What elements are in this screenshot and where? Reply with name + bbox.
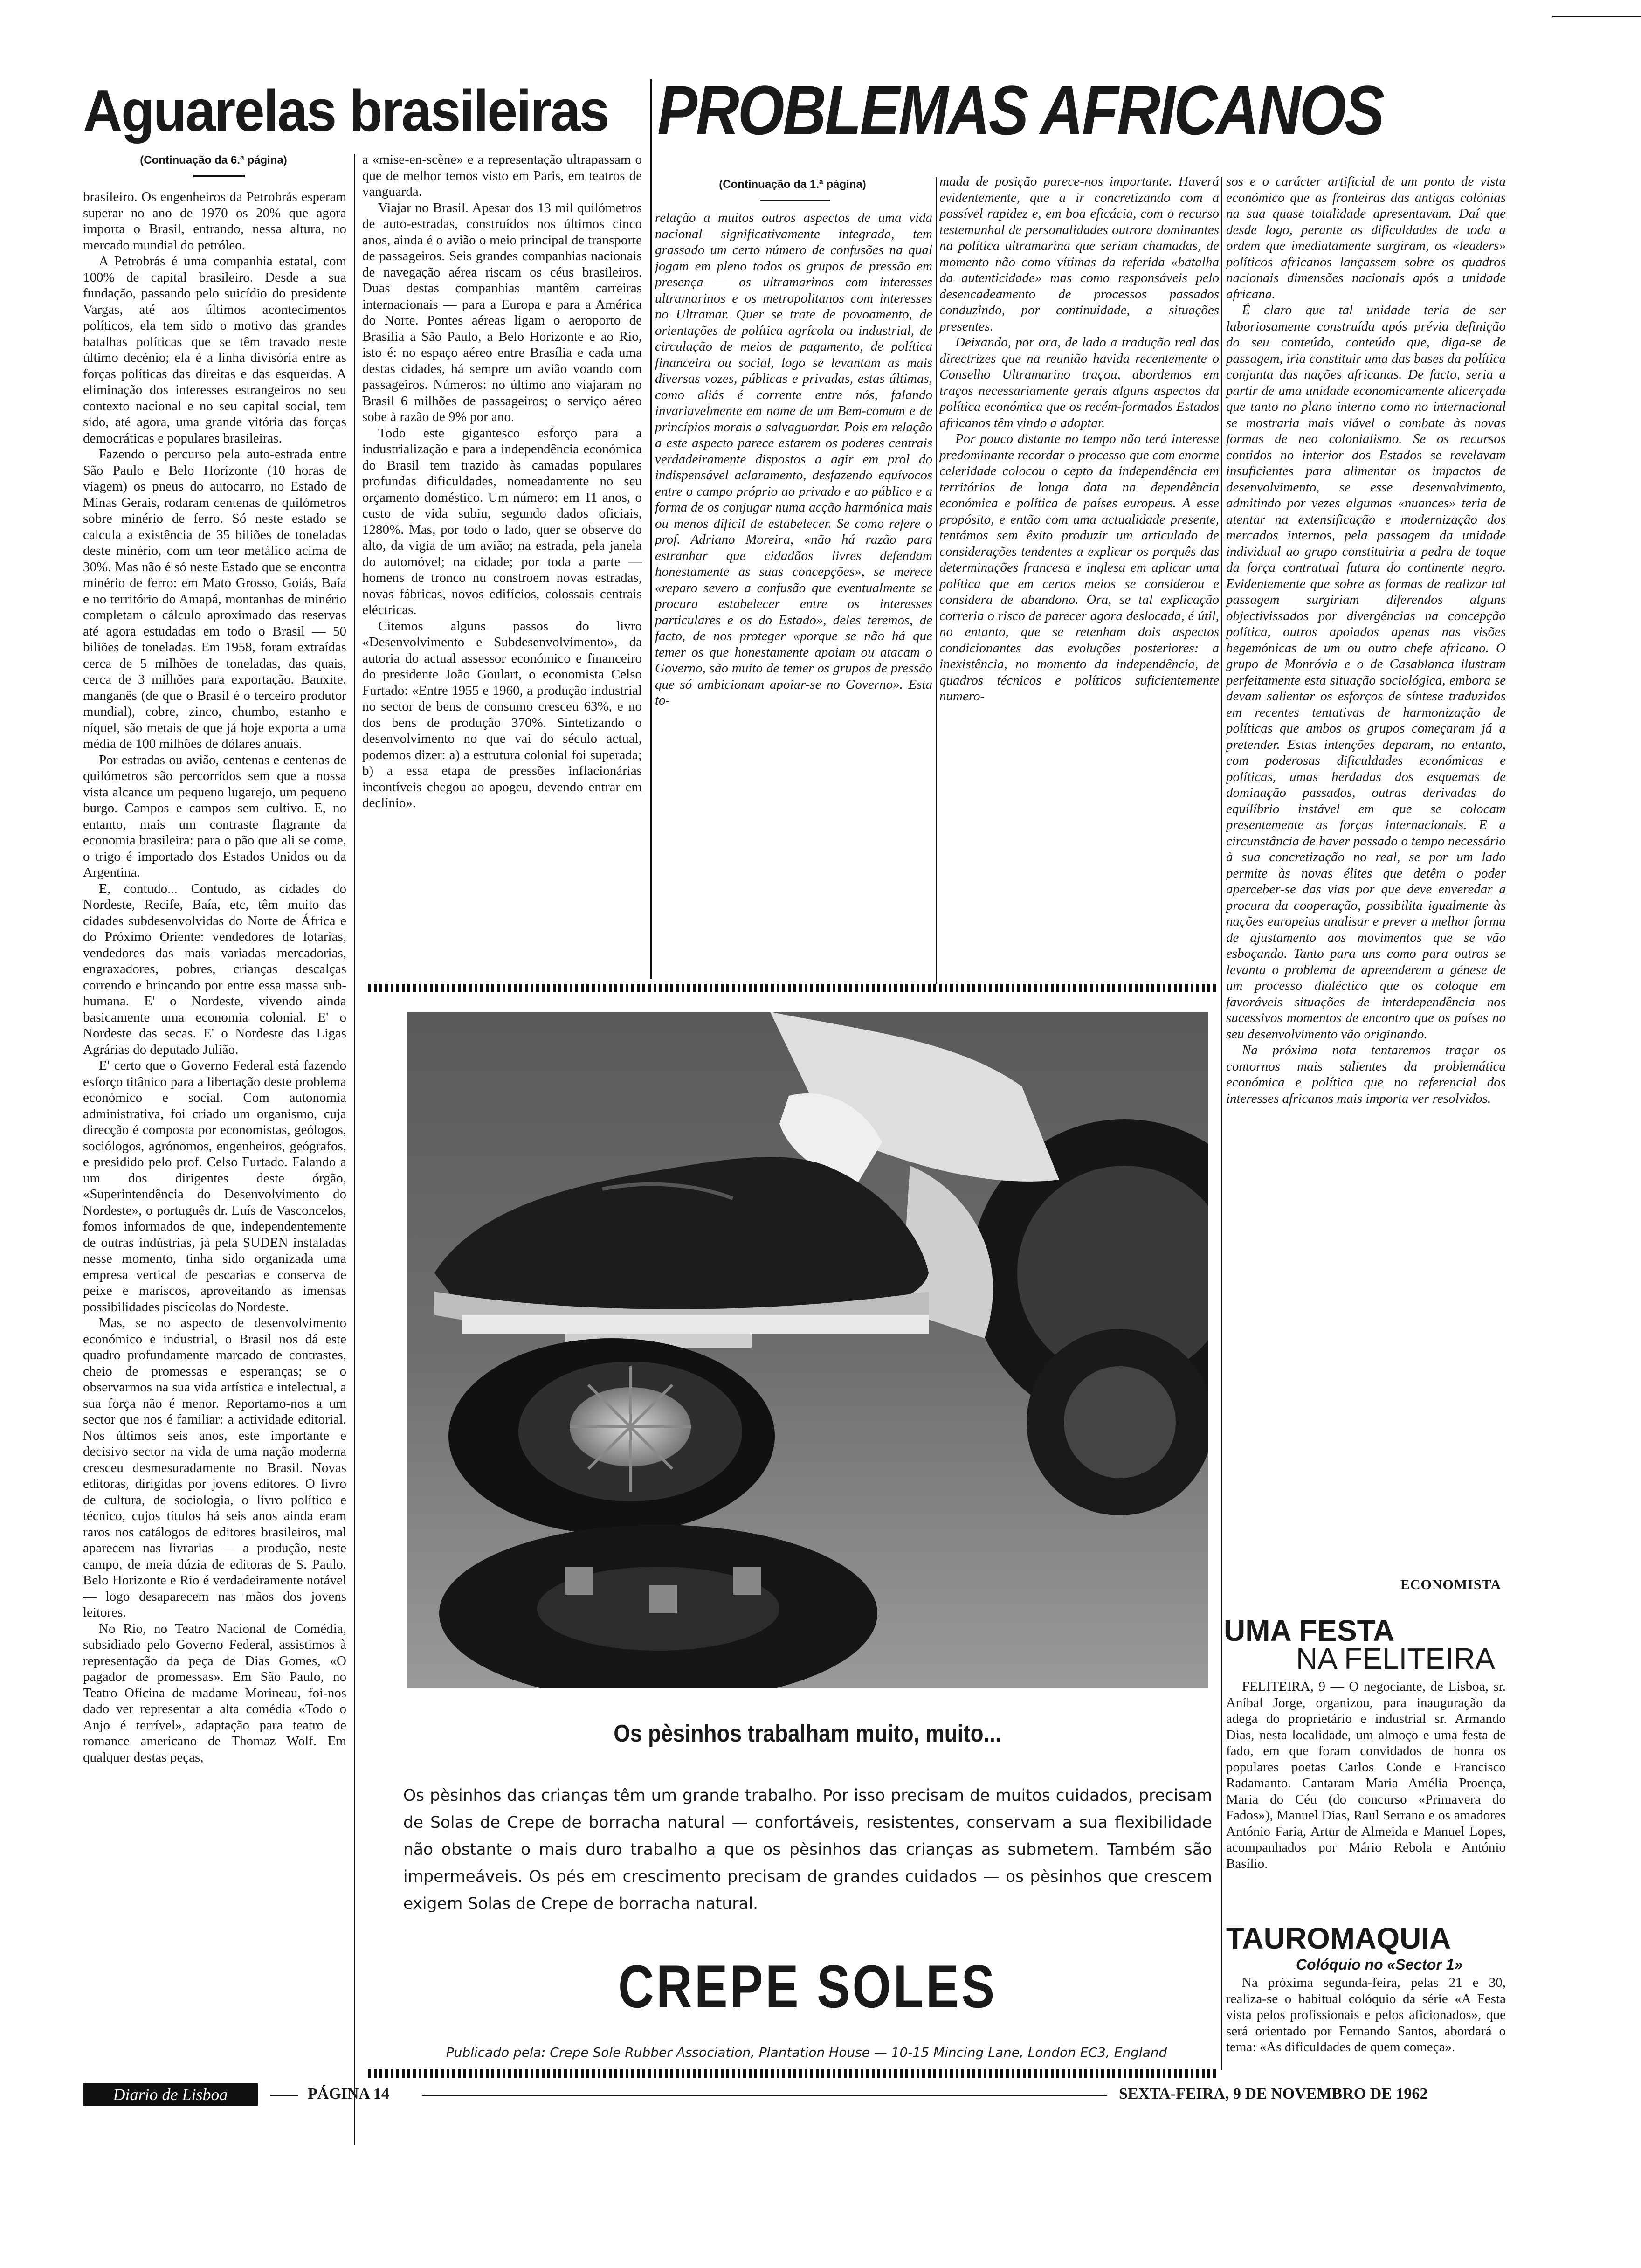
festa-title-line2: NA FELITEIRA bbox=[1296, 1642, 1495, 1675]
child-foot-on-pram-photo bbox=[407, 1012, 1208, 1688]
article-signature: ECONOMISTA bbox=[1400, 1577, 1501, 1592]
right-article-column-1 bbox=[655, 210, 932, 984]
advert-border-top bbox=[368, 984, 1217, 992]
paragraph: E' certo que o Governo Federal está fazendo esforço titânico para a libertação deste problema económico e social. Com autonomia administrativa, foi criado um organismo, cuja direcção é composta por economistas, geólogos, sociólogos, agrónomos, engenheiros, geógrafos, e presidido pelo prof. Celso Furtado. Falando a um dos dirigentes deste órgão, «Superintendência do Desenvolvimento do Nordeste», o português dr. Luís de Vasconcelos, fomos informados de que, independentemente de outras indústrias, já pela SUDEN instaladas nesse momento, tinha sido organizada uma empresa vertical de pescarias e conserva de peixe e mariscos, aproveitando as imensas possibilidades piscícolas do Nordeste. bbox=[83, 1058, 346, 1314]
paragraph: A Petrobrás é uma companhia estatal, com 100% de capital brasileiro. Desde a sua fundação, passando pelo suicídio do presidente Vargas, até aos últimos acontecimentos políticos, ela tem sido o motivo das grandes batalhas políticas que se têm travado neste último decénio; ela é a linha divisória entre as forças políticas das direitas e das esquerdas. A eliminação dos interesses estrangeiros no seu contexto nacional e no seu capital social, tem sido, até agora, uma grande vitória das forças democráticas e populares brasileiras. bbox=[83, 254, 346, 446]
paragraph: Citemos alguns passos do livro «Desenvolvimento e Subdesenvolvimento», da autoria do actual assessor económico e financeiro do presidente João Goulart, o economista Celso Furtado: «Entre 1955 e 1960, a produção industrial no sector de bens de consumo cresceu 63%, e no dos bens de produção 370%. Sintetizando o desenvolvimento no que vai do século actual, podemos dizer: a) a estrutura colonial foi superada; b) a essa etapa de pressões inflacionárias incontíveis chegou ao apogeu, devendo entrar em declínio». bbox=[362, 618, 642, 810]
paragraph: Mas, se no aspecto de desenvolvimento económico e industrial, o Brasil nos dá este quadro profundamente marcado de contrastes, cheio de promessas e esperanças; se o observarmos na sua vida artística e intelectual, a sua força não é menor. Reportamo-nos a um sector que nos é familiar: a actividade editorial. Nos últimos seis anos, este importante e decisivo sector na vida de uma nação moderna cresceu desmesuradamente no Brasil. Novas editoras, dirigidas por jovens editores. O livro de cultura, de sociologia, o livro político e técnico, cujos títulos há seis anos ainda eram raros nos catálogos de editores brasileiros, mal aparecem nas livrarias — a produção, neste campo, de meia dúzia de editoras de S. Paulo, Belo Horizonte e Rio é verdadeiramente notável — logo desaparecem nas mãos dos jovens leitores. bbox=[83, 1315, 346, 1620]
paragraph: Deixando, por ora, de lado a tradução real das directrizes que na reunião havida recentemente o Conselho Ultramarino traçou, abordemos em traços necessariamente gerais alguns aspectos da política económica que os recém-formados Estados africanos têm vindo a adoptar. bbox=[939, 335, 1219, 430]
footer-paper-name: Diario de Lisboa bbox=[83, 2083, 258, 2106]
advert-photo bbox=[407, 1012, 1208, 1688]
tauromaquia-subtitle: Colóquio no «Sector 1» bbox=[1296, 1956, 1463, 1973]
paragraph: É claro que tal unidade teria de ser laboriosamente construída após prévia definição do seu conteúdo, conteúdo que, diga-se de passagem, iria constituir uma das bases da política conjunta das nações africanas. De facto, seria a partir de uma unidade economicamente alicerçada que tanto no plano interno como no internacional se mostraria mais viável o combate às novas formas de neo colonialismo. Se os recursos contidos no interior dos Estados se revelavam insuficientes para alimentar os impactos de desenvolvimento, se esse desenvolvimento, admitindo por vezes algumas «nuances» teria de atentar na extensificação e modernização dos mercados internos, pela passagem da unidade individual ao grupo constituiria a pedra de toque da força contratual futura do continente negro. Evidentemente que sobre as formas de realizar tal passagem surgiriam diferendos alguns objectivissados por divergências na concepção política, outros apoiados apenas nas visões hegemónicas de um ou outro chefe africano. O grupo de Monróvia e o de Casablanca ilustram perfeitamente esta situação sociológica, embora se devam salientar os esforços de síntese traduzidos em recentes tentativas de harmonização de políticas que ambos os grupos começaram já a pretender. Estas intenções deparam, no entanto, com poderosas dificuldades económicas e políticas, umas herdadas dos esquemas de dominação passados, outras derivadas do equilíbrio instável em que se colocam presentemente as forças internacionais. E a circunstância de haver passado o tempo necessário à sua concretização no real, se por um lado permite às novas élites que detêm o poder aperceber-se das vias por que deve enveredar a procura da cooperação, possibilita igualmente às nações europeias analisar e prever a melhor forma de ajustamento aos movimentos que se vão esboçando. Tanto para uns como para outros se levanta o problema de apreenderem a génese de um processo dialéctico que os coloque em favoráveis situações de interdependência nos sucessivos momentos de encontro que os países no seu desenvolvimento vão originando. bbox=[1226, 303, 1506, 1042]
right-article-continuation: (Continuação da 1.ª página) bbox=[719, 178, 866, 191]
paragraph: FELITEIRA, 9 — O negociante, de Lisboa, sr. Aníbal Jorge, organizou, para inauguração da adega do proprietário e industrial sr. Armando Dias, nesta localidade, um almoço e uma festa de fado, em que foram convidados de honra os populares poetas Carlos Conde e Francisco Radamanto. Cantaram Maria Amélia Proença, Maria do Céu (do concurso «Primavera do Fados»), Manuel Dias, Raul Serrano e os amadores António Faria, Artur de Almeida e Manuel Lopes, acompanhados por Mário Rebola e António Basílio. bbox=[1226, 1679, 1506, 1871]
paragraph: relação a muitos outros aspectos de uma vida nacional significativamente integrada, tem grassado um certo número de confusões na qual jogam em pleno todos os grupos de pressão em presença — os ultramarinos com interesses ultramarinos e os metropolitanos com interesses no Ultramar. Quer se trate de povoamento, de orientações de política agrícola ou industrial, de circulação de meios de pagamento, de política financeira ou social, logo se levantam as mais diversas vozes, públicas e privadas, estas últimas, como aliás é corrente entre nós, falando invariavelmente em nome de um Bem-comum e de princípios morais a salvaguardar. Pois em relação a este aspecto parece estarem os poderes centrais verdadeiramente dispostos a agir em prol do indispensável aclaramento, desfazendo equívocos entre o campo próprio ao privado e ao público e a forma de os conjugar numa acção harmónica mais ou menos difícil de estabelecer. Se como refere o prof. Adriano Moreira, «não há razão para estranhar que cidadãos livres defendam honestamente as suas concepções», se merece «reparo severo a confusão que eventualmente se procura estabelecer entre os interesses particulares e os do Estado», deles teremos, de facto, de nos proteger «porque se não há que temer os que honestamente apoiam ou atacam o Governo, são muito de temer os grupos de pressão que só ambicionam apoiar-se no Governo». Esta to- bbox=[655, 210, 932, 708]
paragraph: E, contudo... Contudo, as cidades do Nordeste, Recife, Baía, etc, têm muito das cidades subdesenvolvidas do Norte de África e do Próximo Oriente: vendedores de lotarias, vendedores das mais variadas mercadorias, engraxadores, pobres, crianças descalças correndo e brincando por entre essa massa sub-humana. E' o Nordeste, vivendo ainda basicamente uma economia colonial. E' o Nordeste das secas. E' o Nordeste das Ligas Agrárias do deputado Julião. bbox=[83, 881, 346, 1057]
paragraph: Viajar no Brasil. Apesar dos 13 mil quilómetros de auto-estradas, construídos nos últimos cinco anos, ainda é o avião o meio principal de transporte de passageiros. Seis grandes companhias nacionais de navegação aérea riscam os céus brasileiros. Duas destas companhias mantêm carreiras internacionais — para a Europa e para a América do Norte. Pontes aéreas ligam o aeroporto de Brasília a São Paulo, a Belo Horizonte e ao Rio, isto é: no espaço aéreo entre Brasília e cada uma destas cidades, há sempre um avião voando com passageiros. Números: no último ano viajaram no Brasil 6 milhões de passageiros; o serviço aéreo sobe à razão de 9% por ano. bbox=[362, 200, 642, 424]
paragraph: brasileiro. Os engenheiros da Petrobrás esperam superar no ano de 1970 os 20% que agora importa o Brasil, entrando, nessa altura, no mercado mundial do petróleo. bbox=[83, 189, 346, 253]
paragraph: mada de posição parece-nos importante. Haverá evidentemente, que a ir concretizando com a possível rapidez e, em boa eficácia, com o recurso testemunhal de personalidades outrora dominantes na política ultramarina que seriam chamadas, de momento não como vítimas da referida «batalha da autenticidade» mas como responsáveis pelo desencadeamento de processos passados conduzindo, por continuidade, a situações presentes. bbox=[939, 174, 1219, 334]
paragraph: Na próxima nota tentaremos traçar os contornos mais salientes da problemática económica e política que no referencial dos interesses africanos mais importa ver resolvidos. bbox=[1226, 1043, 1506, 1106]
paragraph: Fazendo o percurso pela auto-estrada entre São Paulo e Belo Horizonte (10 horas de viagem) os pneus do autocarro, no Estado de Minas Gerais, rodaram centenas de quilómetros sobre minério de ferro. Só neste estado se calcula a existência de 35 biliões de toneladas deste minério, com um teor metálico acima de 30%. Mas não é só neste Estado que se encontra minério de ferro: em Mato Grosso, Goiás, Baía e no território do Amapá, montanhas de minério completam o cálculo aproximado das reservas até agora estudadas em todo o Brasil — 50 biliões de toneladas. Em 1958, foram extraídas cerca de 5 milhões de toneladas, das quais, cerca de 3 milhões para exportação. Bauxite, manganês (de que o Brasil é o terceiro produtor mundial), cobre, zinco, chumbo, estanho e níquel, são metais de que já hoje exporta a uma média de 100 milhões de dólares anuais. bbox=[83, 447, 346, 751]
paragraph: Por pouco distante no tempo não terá interesse predominante recordar o processo que com enorme celeridade colocou o cepto da independência em territórios de longa data na dependência económica e política de países europeus. A esse propósito, e então com uma actualidade presente, tentámos sem êxito produzir um articulado de considerações tendentes a explicar os porquês das determinações francesa e inglesa em aplicar uma política que em certos meios se considerou e considera de abandono. Ora, se tal explicação correria o risco de parecer agora deslocada, é útil, no entanto, que se retenham dois aspectos condicionantes das evoluções posteriores: a inexistência, no momento da independência, de quadros técnicos e políticos suficientemente numero- bbox=[939, 431, 1219, 704]
festa-title-line1: UMA FESTA bbox=[1224, 1614, 1395, 1647]
advert-brand: CREPE SOLES bbox=[618, 1952, 997, 2020]
paragraph: Por estradas ou avião, centenas e centenas de quilómetros são percorridos sem que a nossa vista alcance um pequeno lugarejo, um pequeno burgo. Campos e campos sem cultivo. E, no entanto, mais um contraste flagrante da economia brasileira: para o pão que ali se come, o trigo é importado dos Estados Unidos ou da Argentina. bbox=[83, 752, 346, 880]
paragraph: a «mise-en-scène» e a representação ultrapassam o que de melhor temos visto em Paris, em teatros de vanguarda. bbox=[362, 152, 642, 199]
paragraph: sos e o carácter artificial de um ponto de vista económico que as fronteiras das antigas colónias na sua quase totalidade apresentavam. Daí que desde logo, perante as dificuldades de toda a ordem que imediatamente surgiram, os «leaders» políticos africanos lançassem sobre os quadros nacionais dimensões nacionais após a unidade africana. bbox=[1226, 174, 1506, 302]
advert-border-bottom bbox=[368, 2069, 1217, 2078]
advert-publisher: Publicado pela: Crepe Sole Rubber Association, Plantation House — 10-15 Mincing Lane, London EC3, England bbox=[446, 2045, 1167, 2060]
advert-headline: Os pèsinhos trabalham muito, muito... bbox=[614, 1720, 1001, 1747]
festa-body bbox=[1226, 1679, 1506, 1940]
left-article-column-1 bbox=[83, 189, 346, 2147]
right-article-column-3 bbox=[1226, 173, 1506, 1572]
right-article-title: PROBLEMAS AFRICANOS bbox=[657, 71, 1383, 149]
footer-date: SEXTA-FEIRA, 9 DE NOVEMBRO DE 1962 bbox=[1119, 2085, 1428, 2102]
left-article-column-2 bbox=[362, 152, 642, 1000]
right-article-column-2 bbox=[939, 173, 1219, 985]
paragraph: No Rio, no Teatro Nacional de Comédia, subsidiado pelo Governo Federal, assistimos à representação da peça de Dias Gomes, «O pagador de promessas». Em São Paulo, no Teatro Oficina de madame Morineau, foi-nos dado ver representar a alta comédia «Todo o Anjo é terrível», adaptação para teatro de romance americano de Thomaz Wolf. Em qualquer destas peças, bbox=[83, 1621, 346, 1765]
tauromaquia-title: TAUROMAQUIA bbox=[1226, 1922, 1451, 1955]
footer-page-number: PÁGINA 14 bbox=[308, 2085, 389, 2102]
paragraph: Na próxima segunda-feira, pelas 21 e 30, realiza-se o habitual colóquio da série «A Festa vista pelos profissionais e pelos aficionados», que será orientado por Fernando Santos, abordará o tema: «As dificuldades de quem começa». bbox=[1226, 1975, 1506, 2054]
advert-body: Os pèsinhos das crianças têm um grande trabalho. Por isso precisam de muitos cuidados, precisam de Solas de Crepe de borracha natural — confortáveis, resistentes, conservam a sua flexibilidade não obstante o mais duro trabalho a que os pèsinhos das crianças as submetem. Também são impermeáveis. Os pés em crescimento precisam de grandes cuidados — os pèsinhos que crescem exigem Solas de Crepe de borracha natural. bbox=[403, 1786, 1212, 1913]
paragraph: Todo este gigantesco esforço para a industrialização e para a independência económica do Brasil tem trazido às camadas populares profundas dificuldades, nomeadamente no seu orçamento doméstico. Um número: em 11 anos, o custo de vida subiu, segundo dados oficiais, 1280%. Mas, por todo o lado, quer se observe do alto, da vigia de um avião; na estrada, pela janela do automóvel; na cidade; por toda a parte — homens de tronco nu constroem novas estradas, novas fábricas, novos edifícios, colossais centrais eléctricas. bbox=[362, 425, 642, 617]
left-article-continuation: (Continuação da 6.ª página) bbox=[140, 154, 287, 166]
left-article-title: Aguarelas brasileiras bbox=[83, 78, 608, 144]
tauromaquia-body bbox=[1226, 1975, 1506, 2082]
